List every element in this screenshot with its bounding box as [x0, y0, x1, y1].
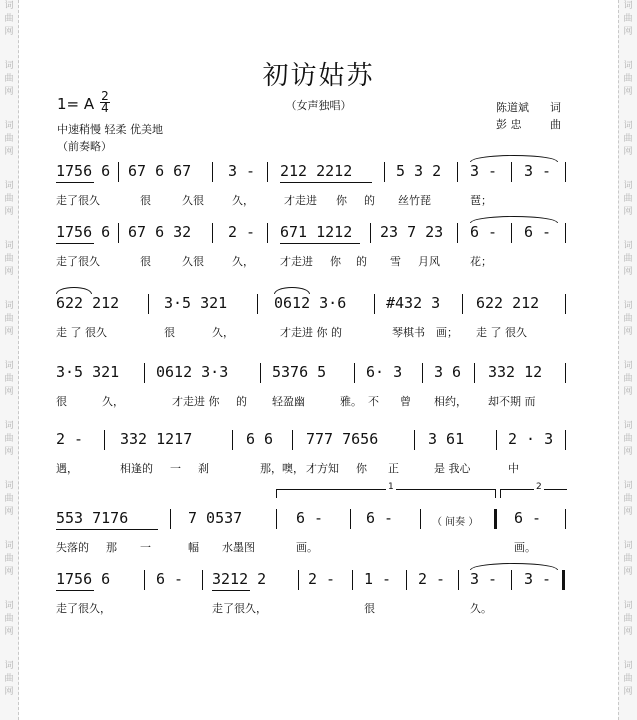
composer-role: 曲: [550, 118, 561, 131]
measure: 2 · 3: [508, 430, 554, 448]
watermark-char: 曲: [4, 14, 14, 24]
watermark-char: 词: [623, 1, 633, 11]
final-barline: [562, 570, 565, 590]
watermark-char: 词: [623, 421, 633, 431]
measure: 3 6: [434, 363, 462, 381]
barline: [148, 294, 149, 314]
watermark-char: 词: [4, 121, 14, 131]
barline: [118, 223, 119, 243]
watermark-char: 词: [4, 601, 14, 611]
measure: 332 12: [488, 363, 543, 381]
watermark-char: 网: [623, 27, 633, 37]
lyric: 久，: [212, 326, 234, 339]
barline: [457, 162, 458, 182]
repeat-barline: [494, 509, 497, 529]
measure: #432 3: [386, 294, 441, 312]
lyric: 相约，: [434, 395, 467, 408]
lyric: 你: [330, 255, 341, 268]
composer-name: 彭 忠: [496, 118, 522, 131]
lyric: 很: [140, 194, 151, 207]
lyric: 一: [170, 462, 181, 475]
lyric: 幅: [188, 541, 199, 554]
watermark-char: 网: [4, 627, 14, 637]
barline: [212, 223, 213, 243]
watermark-char: 曲: [4, 674, 14, 684]
watermark-char: 词: [4, 481, 14, 491]
volta-label-1: 1: [388, 482, 394, 492]
lyric: 遇，: [56, 462, 78, 475]
measure: 2 -: [56, 430, 84, 448]
watermark-char: 曲: [623, 134, 633, 144]
watermark-char: 曲: [4, 614, 14, 624]
measure: 3·5 321: [164, 294, 228, 312]
song-title: 初访姑苏: [262, 61, 375, 91]
watermark-char: 词: [623, 361, 633, 371]
barline: [212, 162, 213, 182]
lyric: 是 我心: [434, 462, 471, 475]
barline: [354, 363, 355, 383]
lyric: 久。: [470, 602, 492, 615]
measure: 3·5 321: [56, 363, 120, 381]
barline: [144, 363, 145, 383]
beam: [56, 182, 94, 183]
lyric: 才走进 你 的: [280, 326, 342, 339]
barline: [292, 430, 293, 450]
watermark-char: 曲: [623, 434, 633, 444]
watermark-char: 网: [623, 207, 633, 217]
tie: [470, 216, 558, 223]
watermark-char: 网: [623, 147, 633, 157]
barline: [511, 162, 512, 182]
watermark-char: 网: [4, 147, 14, 157]
barline: [232, 430, 233, 450]
watermark-char: 网: [4, 327, 14, 337]
lyric: 那，噢，: [260, 462, 304, 475]
lyricist-name: 陈道斌: [496, 101, 529, 114]
measure: 5 3 2: [396, 162, 442, 180]
watermark-char: 词: [4, 181, 14, 191]
time-signature-top: 2: [101, 89, 109, 103]
lyric: 你: [356, 462, 367, 475]
lyric: 久，: [102, 395, 124, 408]
slur: [274, 287, 310, 294]
measure: 553 7176: [56, 509, 129, 527]
watermark-char: 网: [623, 267, 633, 277]
watermark-char: 词: [623, 601, 633, 611]
measure: 7 0537: [188, 509, 243, 527]
measure: 212 2212: [280, 162, 353, 180]
lyric: 丝竹琵: [398, 194, 431, 207]
watermark-char: 词: [4, 361, 14, 371]
watermark-char: 曲: [623, 494, 633, 504]
lyric: 却不期 而: [488, 395, 536, 408]
watermark-char: 词: [4, 661, 14, 671]
measure: 6 -: [366, 509, 394, 527]
barline: [374, 294, 375, 314]
measure: 23 7 23: [380, 223, 444, 241]
barline: [422, 363, 423, 383]
barline: [202, 570, 203, 590]
measure: 6 -: [470, 223, 498, 241]
watermark-char: 网: [4, 387, 14, 397]
barline: [352, 570, 353, 590]
measure: 3 -: [470, 162, 498, 180]
time-signature: [100, 91, 110, 114]
beam: [56, 529, 158, 530]
measure: 2 -: [228, 223, 256, 241]
barline: [260, 363, 261, 383]
watermark-char: 网: [623, 327, 633, 337]
barline: [565, 363, 566, 383]
watermark-char: 词: [623, 121, 633, 131]
barline: [420, 509, 421, 529]
watermark-char: 曲: [4, 194, 14, 204]
barline: [370, 223, 371, 243]
barline: [104, 430, 105, 450]
measure: 0612 3·3: [156, 363, 229, 381]
measure: 671 1212: [280, 223, 353, 241]
watermark-char: 网: [4, 267, 14, 277]
watermark-char: 网: [4, 207, 14, 217]
watermark-char: 网: [4, 687, 14, 697]
prelude-note: （前奏略）: [57, 140, 112, 153]
measure: 6 -: [156, 570, 184, 588]
lyric: 走了很久，: [56, 602, 111, 615]
lyric: 一: [140, 541, 151, 554]
watermark-char: 曲: [623, 194, 633, 204]
tie: [470, 155, 558, 162]
beam: [212, 590, 250, 591]
watermark-char: 网: [623, 387, 633, 397]
watermark-char: 曲: [4, 134, 14, 144]
lyric: 花；: [470, 255, 492, 268]
lyric: 才走进: [284, 194, 317, 207]
measure: 777 7656: [306, 430, 379, 448]
lyric: 很: [140, 255, 151, 268]
measure: 0612 3·6: [274, 294, 347, 312]
lyric: 久，: [232, 255, 254, 268]
watermark-char: 曲: [4, 314, 14, 324]
barline: [350, 509, 351, 529]
volta-label-2: 2: [536, 482, 542, 492]
lyricist-role: 词: [550, 101, 561, 114]
measure: 6· 3: [366, 363, 403, 381]
barline: [457, 223, 458, 243]
beam: [56, 590, 94, 591]
lyric: 的: [236, 395, 247, 408]
watermark-char: 网: [623, 567, 633, 577]
watermark-char: 曲: [623, 674, 633, 684]
lyric: 月风: [418, 255, 440, 268]
measure: 3 -: [524, 162, 552, 180]
watermark-char: 网: [623, 87, 633, 97]
watermark-char: 曲: [623, 374, 633, 384]
volta-bracket-1: [276, 482, 496, 498]
barline: [170, 509, 171, 529]
measure: 67 6 32: [128, 223, 192, 241]
barline: [414, 430, 415, 450]
lyric: 才方知: [306, 462, 339, 475]
watermark-char: 词: [623, 301, 633, 311]
watermark-char: 曲: [623, 614, 633, 624]
barline: [144, 570, 145, 590]
watermark-char: 网: [623, 627, 633, 637]
barline: [565, 223, 566, 243]
watermark-char: 曲: [623, 314, 633, 324]
tempo-marking: 中速稍慢 轻柔 优美地: [57, 123, 163, 136]
watermark-char: 词: [623, 541, 633, 551]
watermark-char: 曲: [623, 14, 633, 24]
lyric: 的: [364, 194, 375, 207]
barline: [384, 162, 385, 182]
song-subtitle: （女声独唱）: [285, 99, 352, 112]
lyric: 轻盈幽: [272, 395, 305, 408]
barline: [462, 294, 463, 314]
watermark-char: 曲: [4, 74, 14, 84]
watermark-char: 词: [4, 541, 14, 551]
watermark-char: 网: [4, 27, 14, 37]
beam: [280, 182, 372, 183]
watermark-char: 词: [4, 1, 14, 11]
lyric: 久很: [182, 194, 204, 207]
measure: 2 -: [308, 570, 336, 588]
lyric: 走了很久，: [212, 602, 267, 615]
watermark-char: 网: [623, 687, 633, 697]
interlude-marker: （ 间奏 ）: [432, 517, 479, 528]
lyric: 很: [364, 602, 375, 615]
lyric: 走 了 很久: [56, 326, 107, 339]
lyric: 走了很久: [56, 194, 100, 207]
measure: 1756 6: [56, 162, 111, 180]
watermark-char: 词: [623, 61, 633, 71]
measure: 332 1217: [120, 430, 193, 448]
watermark-char: 曲: [4, 374, 14, 384]
barline: [511, 223, 512, 243]
lyric: 雅。: [340, 395, 362, 408]
watermark-char: 曲: [4, 554, 14, 564]
barline: [565, 162, 566, 182]
measure: 2 -: [418, 570, 446, 588]
measure: 3 -: [524, 570, 552, 588]
measure: 622 212: [476, 294, 540, 312]
watermark-char: 曲: [4, 254, 14, 264]
measure: 3 -: [228, 162, 256, 180]
barline: [276, 509, 277, 529]
barline: [267, 162, 268, 182]
lyric: 画。: [296, 541, 318, 554]
tie: [470, 563, 558, 570]
lyric: 相逢的: [120, 462, 153, 475]
watermark-char: 曲: [4, 434, 14, 444]
lyric: 正: [388, 462, 399, 475]
watermark-char: 词: [623, 661, 633, 671]
measure: 1756 6: [56, 223, 111, 241]
watermark-char: 曲: [623, 554, 633, 564]
barline: [298, 570, 299, 590]
slur: [56, 287, 92, 294]
measure: 1 -: [364, 570, 392, 588]
lyric: 琴棋书: [392, 326, 425, 339]
volta-bracket-2: [500, 482, 567, 498]
lyric: 中: [508, 462, 519, 475]
lyric: 那: [106, 541, 117, 554]
watermark-char: 词: [4, 61, 14, 71]
lyric: 失落的: [56, 541, 89, 554]
watermark-char: 词: [623, 481, 633, 491]
watermark-char: 网: [4, 507, 14, 517]
lyric: 才走进: [280, 255, 313, 268]
lyric: 你: [336, 194, 347, 207]
watermark-char: 网: [4, 87, 14, 97]
watermark-char: 网: [623, 447, 633, 457]
lyric: 画。: [514, 541, 536, 554]
lyric: 走 了 很久: [476, 326, 527, 339]
barline: [511, 570, 512, 590]
lyric: 雪: [390, 255, 401, 268]
lyric: 很: [164, 326, 175, 339]
barline: [565, 509, 566, 529]
barline: [474, 363, 475, 383]
lyric: 画；: [436, 326, 458, 339]
time-signature-bottom: 4: [101, 101, 109, 115]
barline: [458, 570, 459, 590]
barline: [118, 162, 119, 182]
watermark-char: 词: [4, 301, 14, 311]
lyric: 的: [356, 255, 367, 268]
watermark-char: 词: [4, 241, 14, 251]
watermark-char: 网: [623, 507, 633, 517]
barline: [257, 294, 258, 314]
lyric: 久，: [232, 194, 254, 207]
lyric: 久很: [182, 255, 204, 268]
measure: 67 6 67: [128, 162, 192, 180]
measure: 5376 5: [272, 363, 327, 381]
lyric: 不: [368, 395, 379, 408]
watermark-char: 曲: [623, 254, 633, 264]
watermark-char: 词: [623, 241, 633, 251]
measure: 622 212: [56, 294, 120, 312]
measure: 3212 2: [212, 570, 267, 588]
watermark-char: 网: [4, 447, 14, 457]
measure: 6 -: [514, 509, 542, 527]
measure: 6 -: [296, 509, 324, 527]
barline: [496, 430, 497, 450]
watermark-char: 网: [4, 567, 14, 577]
key-signature: 1= A: [57, 95, 95, 113]
measure: 6 6: [246, 430, 274, 448]
measure: 1756 6: [56, 570, 111, 588]
measure: 3 61: [428, 430, 465, 448]
beam: [56, 243, 94, 244]
lyric: 曾: [400, 395, 411, 408]
beam: [280, 243, 360, 244]
barline: [565, 294, 566, 314]
lyric: 很: [56, 395, 67, 408]
measure: 3 -: [470, 570, 498, 588]
lyric: 才走进 你: [172, 395, 220, 408]
barline: [406, 570, 407, 590]
barline: [565, 430, 566, 450]
measure: 6 -: [524, 223, 552, 241]
barline: [267, 223, 268, 243]
watermark-char: 曲: [623, 74, 633, 84]
watermark-char: 曲: [4, 494, 14, 504]
watermark-char: 词: [623, 181, 633, 191]
lyric: 水墨图: [222, 541, 255, 554]
lyric: 琶；: [470, 194, 492, 207]
lyric: 刹: [198, 462, 209, 475]
lyric: 走了很久: [56, 255, 100, 268]
watermark-char: 词: [4, 421, 14, 431]
